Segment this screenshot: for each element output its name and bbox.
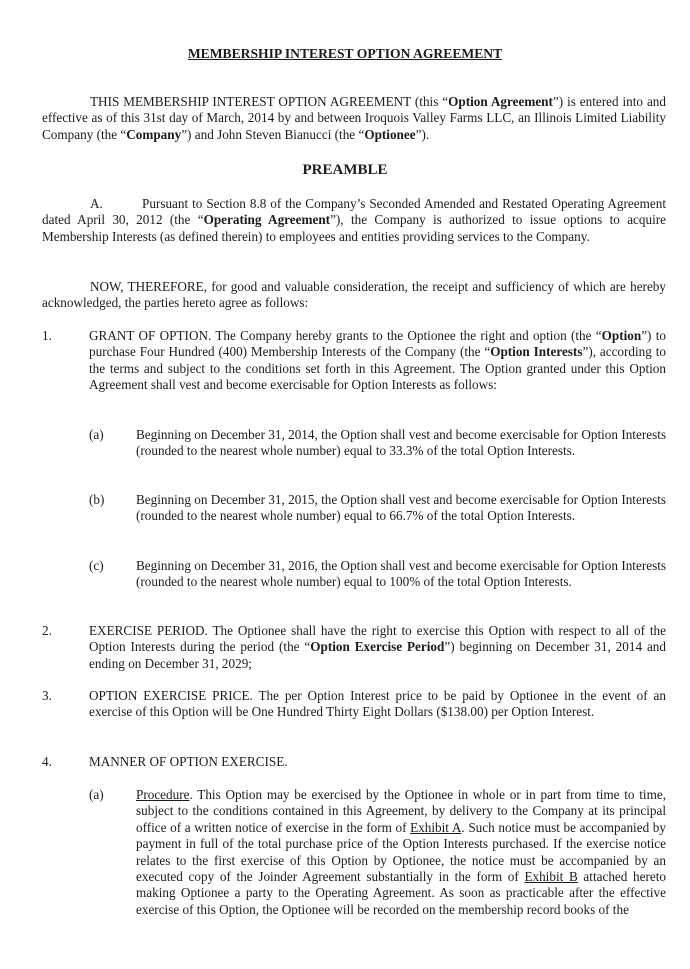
intro-text-1: THIS MEMBERSHIP INTEREST OPTION AGREEMENT (this “ — [90, 94, 449, 109]
section-4a-text-3: attached hereto making Optionee a party to the Operating Agreement. As soon as practicable after the effective exercise of this Option, the Optionee will be recorded on the membership record books of the — [136, 869, 666, 917]
intro-text-3: ”) and John Steven Bianucci (the “ — [181, 126, 365, 142]
section-2-text-1: EXERCISE PERIOD. The Optionee shall have the right to exercise this Option with respect to all of the Option Interests during the period (the “ — [89, 623, 666, 655]
section-4a-procedure-heading: Procedure — [136, 787, 190, 802]
section-1-text-1: GRANT OF OPTION. The Company hereby grants to the Optionee the right and option (the “ — [89, 328, 602, 343]
section-2-exercise-period — [89, 623, 666, 672]
section-1-defined-option: Option — [601, 328, 642, 343]
section-1c-text: Beginning on December 31, 2016, the Option shall vest and become exercisable for Option Interests (rounded to the nearest whole number) equal to 100% of the total Option Interests. — [136, 558, 666, 590]
section-1-grant-of-option — [89, 328, 666, 394]
section-1-text-3: ”), according to the terms and subject to the conditions set forth in this Agreement. The Option granted under this Option Agreement shall vest and become exercisable for Option Interests as follows: — [89, 344, 666, 393]
now-therefore-paragraph: NOW, THEREFORE, for good and valuable consideration, the receipt and sufficiency of which are hereby acknowledged, the parties hereto agree as follows: — [42, 279, 666, 311]
intro-text-4: ”). — [415, 126, 430, 142]
section-1b-label: (b) — [89, 492, 105, 507]
section-1c-label: (c) — [89, 558, 104, 573]
section-1-text-2: ”) to purchase Four Hundred (400) Membership Interests of the Company (the “ — [89, 328, 666, 360]
section-3-number: 3. — [42, 688, 52, 703]
recital-a-label: A. — [90, 196, 103, 211]
section-1-number: 1. — [42, 328, 52, 343]
recital-a-text-1: Pursuant to Section 8.8 of the Company’s Seconded Amended and Restated Operating Agreement dated April 30, 2012 (the “ — [42, 196, 666, 228]
section-4-number: 4. — [42, 754, 52, 769]
intro-text-2: ”) is entered into and effective as of this 31st day of March, 2014 by and between Iroquois Valley Farms LLC, an Illinois Limited Liability Company (the “ — [42, 94, 666, 142]
intro-defined-option-agreement: Option Agreement — [448, 94, 553, 109]
recital-a-defined-operating-agreement: Operating Agreement — [203, 212, 331, 228]
exhibit-b-reference: Exhibit B — [524, 869, 578, 885]
section-4a-text-2: . Such notice must be accompanied by payment in full of the total purchase price of the Option Interests purchased. If the exercise notice relates to the first exercise of this Option by Optionee, the notice must be accompanied by an executed copy of the Joinder Agreement substantially in the form of — [136, 819, 666, 885]
preamble-heading: PREAMBLE — [302, 162, 388, 178]
section-2-text-2: ”) beginning on December 31, 2014 and ending on December 31, 2029; — [89, 639, 666, 671]
section-4a-label: (a) — [89, 787, 104, 802]
section-1a-text: Beginning on December 31, 2014, the Option shall vest and become exercisable for Option Interests (rounded to the nearest whole number) equal to 33.3% of the total Option Interests. — [136, 427, 666, 459]
intro-defined-optionee: Optionee — [364, 126, 416, 142]
section-1b-text: Beginning on December 31, 2015, the Option shall vest and become exercisable for Option Interests (rounded to the nearest whole number) equal to 66.7% of the total Option Interests. — [136, 492, 666, 524]
section-2-number: 2. — [42, 623, 52, 638]
section-2-defined-option-exercise-period: Option Exercise Period — [310, 639, 445, 655]
section-3-option-exercise-price: OPTION EXERCISE PRICE. The per Option Interest price to be paid by Optionee in the event of an exercise of this Option will be One Hundred Thirty Eight Dollars ($138.00) per Option Interest. — [89, 688, 666, 720]
section-1a-label: (a) — [89, 427, 104, 442]
document-title: MEMBERSHIP INTEREST OPTION AGREEMENT — [187, 46, 503, 61]
intro-paragraph — [42, 94, 666, 143]
section-4a-procedure — [136, 787, 666, 918]
section-4-heading: MANNER OF OPTION EXERCISE. — [89, 754, 288, 769]
recital-a-text-2: ”), the Company is authorized to issue options to acquire Membership Interests (as defined therein) to employees and entities providing services to the Company. — [42, 212, 666, 244]
section-4a-text-1: . This Option may be exercised by the Optionee in whole or in part from time to time, subject to the conditions contained in this Agreement, by delivery to the Company at its principal office of a written notice of exercise in the form of — [136, 787, 666, 835]
section-1-defined-option-interests: Option Interests — [490, 344, 583, 360]
recital-a — [42, 196, 666, 245]
intro-defined-company: Company — [126, 126, 182, 142]
exhibit-a-reference: Exhibit A — [410, 819, 462, 835]
